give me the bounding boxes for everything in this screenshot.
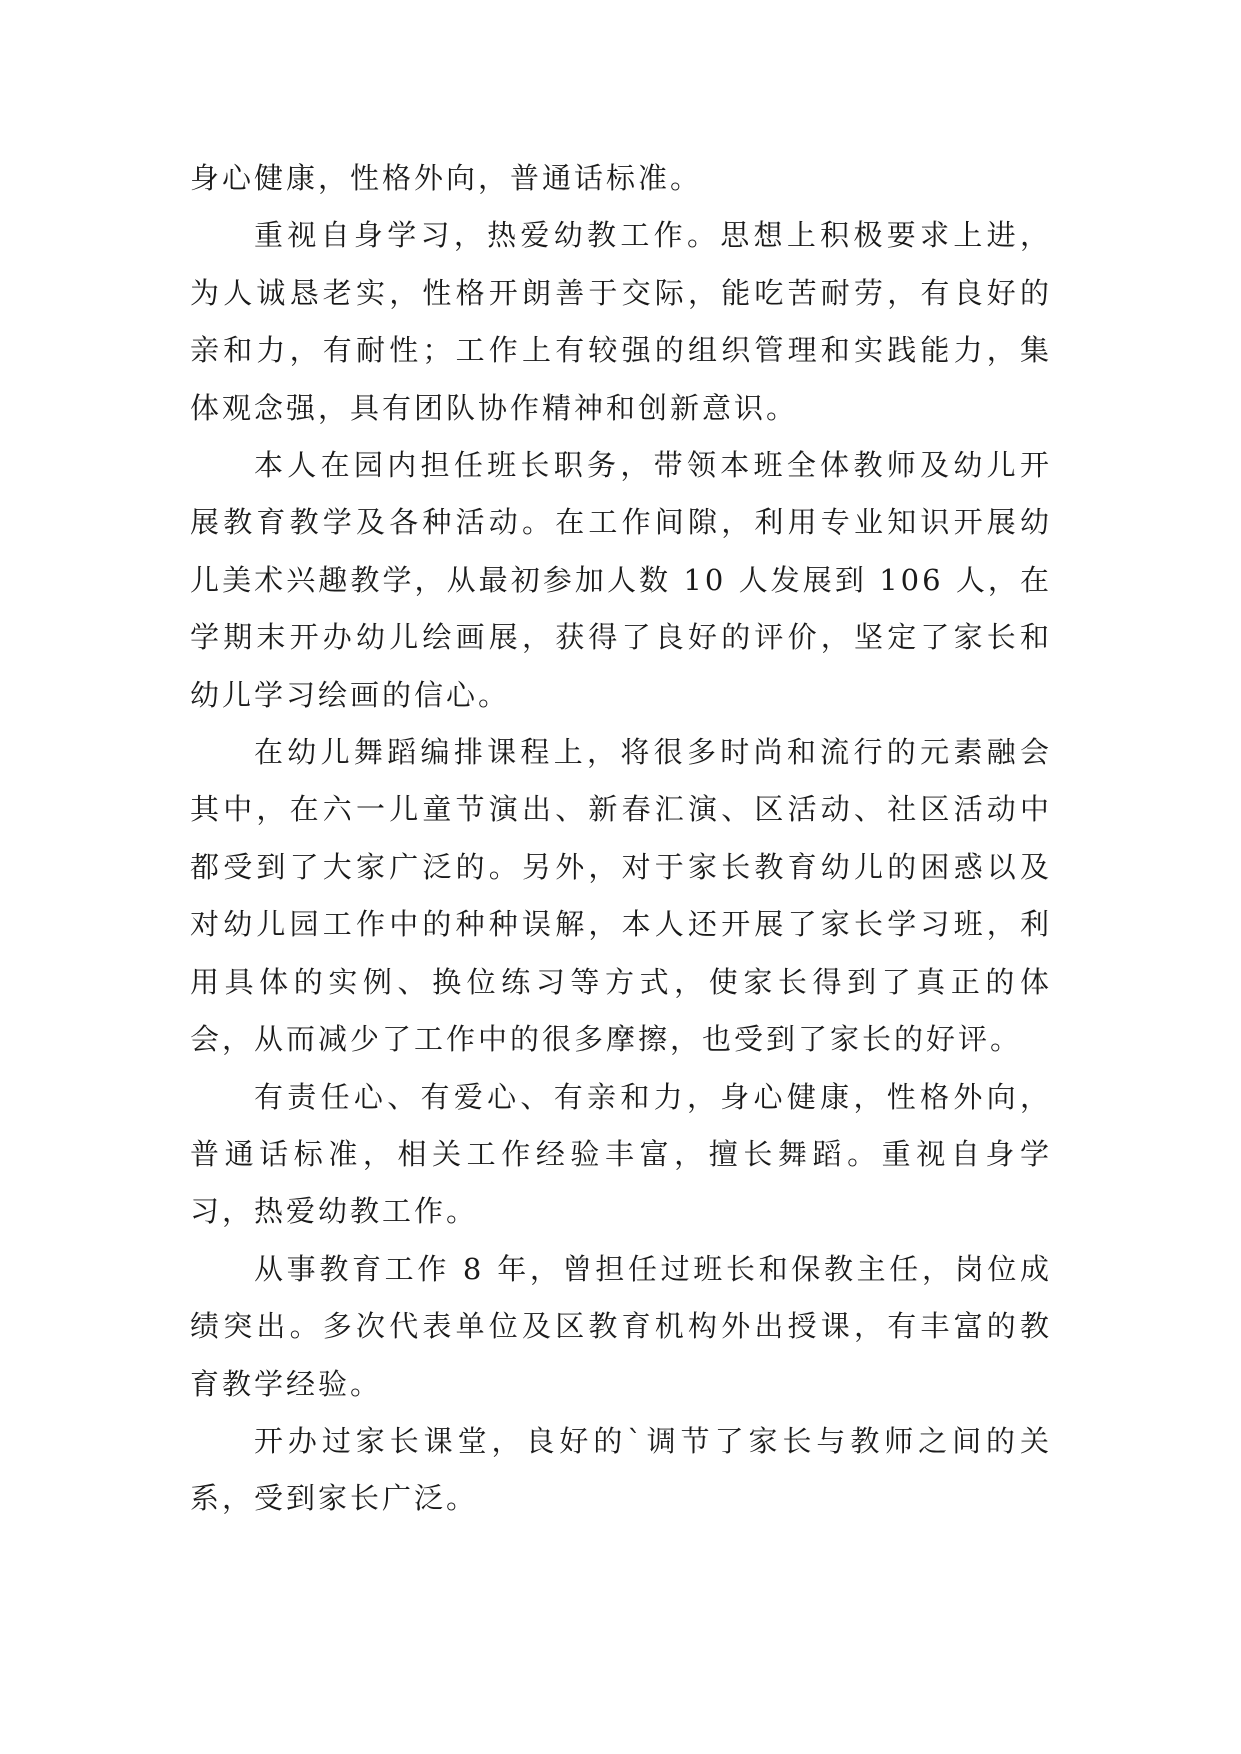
document-body xyxy=(190,150,1052,1528)
paragraph-2: 重视自身学习，热爱幼教工作。思想上积极要求上进，为人诚恳老实，性格开朗善于交际，能吃苦耐劳，有良好的亲和力，有耐性；工作上有较强的组织管理和实践能力，集体观念强，具有团队协作精神和创新意识。 xyxy=(190,218,1052,425)
paragraph-4: 在幼儿舞蹈编排课程上，将很多时尚和流行的元素融会其中，在六一儿童节演出、新春汇演、区活动、社区活动中都受到了大家广泛的。另外，对于家长教育幼儿的困惑以及对幼儿园工作中的种种误解，本人还开展了家长学习班，利用具体的实例、换位练习等方式，使家长得到了真正的体会，从而减少了工作中的很多摩擦，也受到了家长的好评。 xyxy=(190,735,1052,1057)
paragraph-3: 本人在园内担任班长职务，带领本班全体教师及幼儿开展教育教学及各种活动。在工作间隙，利用专业知识开展幼儿美术兴趣教学，从最初参加人数 10 人发展到 106 人，在学期末开办幼儿绘画展，获得了良好的评价，坚定了家长和幼儿学习绘画的信心。 xyxy=(190,448,1052,712)
paragraph-1: 身心健康，性格外向，普通话标准。 xyxy=(190,161,703,195)
paragraph-6: 从事教育工作 8 年，曾担任过班长和保教主任，岗位成绩突出。多次代表单位及区教育机构外出授课，有丰富的教育教学经验。 xyxy=(190,1251,1052,1401)
paragraph-5: 有责任心、有爱心、有亲和力，身心健康，性格外向，普通话标准，相关工作经验丰富，擅长舞蹈。重视自身学习，热爱幼教工作。 xyxy=(190,1079,1052,1229)
paragraph-7: 开办过家长课堂，良好的`调节了家长与教师之间的关系，受到家长广泛。 xyxy=(190,1423,1052,1516)
